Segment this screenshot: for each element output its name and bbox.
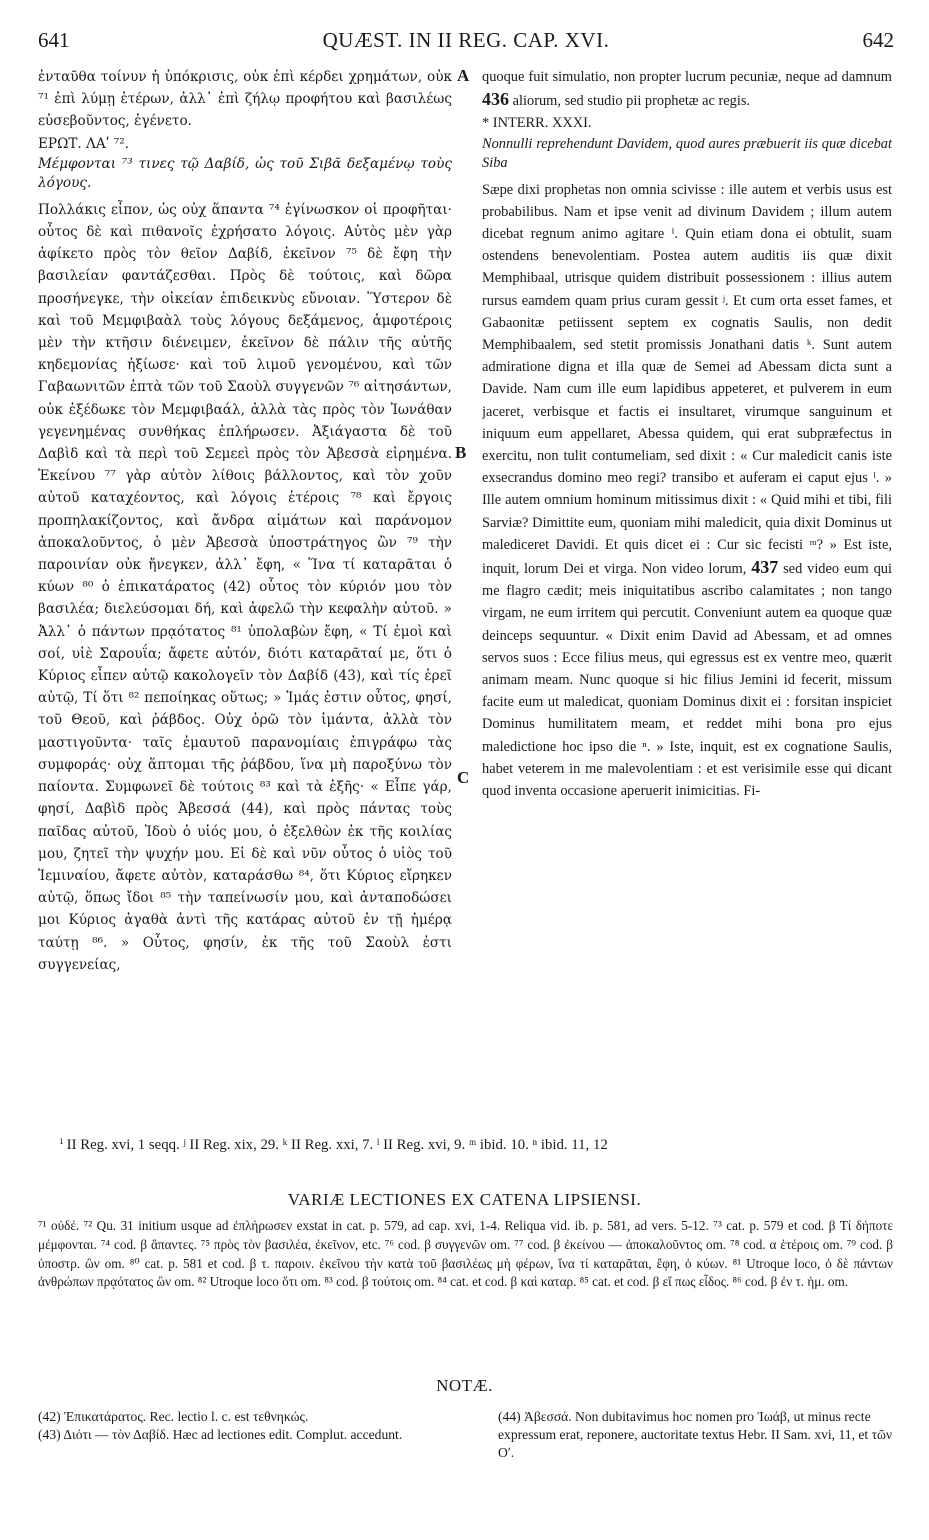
latin-question-heading: * INTERR. XXXI. [482,115,592,132]
margin-letter-b: B [455,443,467,462]
greek-question-subheading: Μέμφονται ⁷³ τινες τῷ Δαβίδ, ὡς τοῦ Σιβᾶ δεξαμένῳ τοὺς λόγους. [38,155,452,191]
page-number-right: 642 [862,28,894,52]
scripture-footnotes: ⁱ II Reg. xvi, 1 seqq. ʲ II Reg. xix, 29. ᵏ II Reg. xxi, 7. ˡ II Reg. xvi, 9. ᵐ ibid. 10. ⁿ ibid. 11, 12 [60,1137,608,1153]
latin-intro [482,66,892,112]
latin-body-part1: Sæpe dixi prophetas non omnia scivisse : ille autem et verbis usus est probabilibus. Nam et ipse venit ad divinum Davidem ; illum autem dicebat regnum animo agitare ⁱ. Quin etiam dona ei obtulit, suam ostendens benevolentiam. Postea autem auditis iis quæ dixit Memphibaal, utrisque quidem distribuit possessionem : illius autem rursus eamdem quam prius curam gessit ʲ. Et cum orta esset fames, et Gabaonitæ petiissent septem ex cognatis Saulis, non dedit Memphibaalem, sed stetit promissis Jonathani datis ᵏ. Sunt autem admiratione digna et illa quæ de Semei ad Abessam dicta sunt a Davide. Nam cum ille eum lapidibus appeteret, et pulverem in eum jaceret, verbisque et factis ei insultaret, virumque sanguinum et iniquum eum appellaret, Abessa quidem, qui erat subpræfectus in exercitu, non tulit contumeliam, sed dixit : « Cur maledicit canis iste exsecrandus domino meo regi? transibo et auferam ei caput ejus ˡ. » Ille autem omnium hominum mitissimus dixit : « Quid mihi et tibi, fili Sarviæ? Dimittite eum, quoniam mihi maledicit, quia dixit Dominus ut malediceret Davidi. Et quis dicet ei : Cur sic fecisti ᵐ? » Est iste, inquit, lorum Dei et virga. Non video lorum, [482,181,892,578]
note-43: (43) Διότι — τὸν Δαβίδ. Hæc ad lectiones edit. Complut. accedunt. [38,1427,403,1442]
variae-title: VARIÆ LECTIONES EX CATENA LIPSIENSI. [287,1190,642,1209]
latin-question-subheading: Nonnulli reprehendunt Davidem, quod aures præbuerit iis quæ dicebat Siba [482,135,892,171]
margin-letter-a: A [457,66,470,85]
note-44: (44) Ἀβεσσά. Non dubitavimus hoc nomen pro Ἰωάβ, ut minus recte expressum erat, reponere, auctoritate textus Hebr. II Sam. xvi, 11, et τῶν Οʹ. [498,1409,893,1460]
latin-body [482,179,892,803]
latin-intro-text: quoque fuit simulatio, non propter lucrum pecuniæ, neque ad damnum [482,69,892,85]
variae-text: ⁷¹ οὐδέ. ⁷² Qu. 31 initium usque ad ἐπλήρωσεν exstat in cat. p. 579, ad cap. xvi, 1-4. Reliqua vid. ib. p. 581, ad vers. 5-12. ⁷³ cat. p. 579 et cod. β Τί δήποτε μέμφονται. ⁷⁴ cod. β ἅπαντες. ⁷⁵ πρὸς τὸν βασιλέα, ἐκεῖνον, etc. ⁷⁶ cod. β συγγενῶν om. ⁷⁷ cod. β ἐκείνου — ἀποκαλοῦντος om. ⁷⁸ cod. α ἑτέροις om. ⁷⁹ cod. β ὑποστρ. ὢν om. ⁸⁰ cat. p. 581 et cod. β τ. παροιν. ἐκεῖνου τὴν κατὰ τοῦ βασιλέως μὴ φέρων, ἵνα τί καταρᾶται, ἔφη, ὁ κύων. ⁸¹ Utroque loco, ὁ δὲ πάντων ἀνθρώπων πρᾳότατος ὢν om. ⁸² Utroque loco ὅτι om. ⁸³ cod. β τούτοις om. ⁸⁴ cat. et cod. β καὶ καταρ. ⁸⁵ cat. et cod. β εἴ πως εἶδος. ⁸⁶ cod. β ἐν τ. ἡμ. om. [38,1218,893,1290]
notae-right-column [498,1408,894,1462]
greek-intro: ἐνταῦθα τοίνυν ἡ ὑπόκρισις, οὐκ ἐπὶ κέρδει χρημάτων, οὐκ ⁷¹ ἐπὶ λύμῃ ἑτέρων, ἀλλ᾽ ἐπὶ ζήλῳ προφήτου καὶ βασιλέως εὐσεβοῦντος, ἐγένετο. [38,69,452,130]
running-title: QUÆST. IN II REG. CAP. XVI. [322,28,610,52]
latin-intro-end: aliorum, sed studio pii prophetæ ac regis. [512,93,751,110]
notae-title: NOTÆ. [436,1376,493,1395]
latin-column [482,66,892,1116]
greek-body: Πολλάκις εἶπον, ὡς οὐχ ἅπαντα ⁷⁴ ἐγίνωσκον οἱ προφῆται· οὗτος δὲ καὶ πιθανοῖς ἐχρήσατο λόγοις. Αὐτὸς μὲν γὰρ ἀφίκετο πρὸς τὸν θεῖον Δαβίδ, ἐκεῖνον ⁷⁵ δὲ ἔφη τὴν βασιλείαν φαντάζεσθαι. Πρὸς δὲ τούτοις, καὶ δῶρα προσήνεγκε, τὴν οἰκείαν ἐπιδεικνὺς εὔνοιαν. Ὕστερον δὲ καὶ τοῦ Μεμφιβαὰλ τοὺς λόγους δεξάμενος, ἀμφοτέροις μὲν τὴν κτῆσιν διένειμεν, ἐκεῖνον δὲ πάλιν τῆς αὐτῆς κηδεμονίας ἠξίωσε· καὶ τοῦ λιμοῦ γενομένου, καὶ τῶν Γαβαωνιτῶν ἑπτὰ τῶν τοῦ Σαοὺλ συγγενῶν ⁷⁶ αἰτησάντων, οὐκ ἐξέδωκε τὸν Μεμφιβαάλ, ἀλλὰ τὰς πρὸς τὸν Ἰωνάθαν γεγενημένας συνθήκας ἐπλήρωσεν. Ἀξιάγαστα δὲ τοῦ Δαβὶδ καὶ τὰ περὶ τοῦ Σεμεεὶ πρὸς τὸν Ἀβεσσὰ εἰρημένα. Ἐκείνου ⁷⁷ γὰρ αὐτὸν λίθοις βάλλοντος, καὶ τὸν χοῦν αὐτοῦ καταχέοντος, καὶ λόγοις ἑτέροις ⁷⁸ καὶ ἔργοις προπηλακίζοντος, καὶ ἄνδρα αἱμάτων καὶ παράνομον ἀποκαλοῦντος, ὁ μὲν Ἀβεσσὰ ὑποστράτηγος ὢν ⁷⁹ τὴν παροινίαν οὐκ ἤνεγκεν, ἀλλ᾽ ἔφη, « Ἵνα τί καταρᾶται ὁ κύων ⁸⁰ ὁ ἐπικατάρατος (42) οὗτος τὸν κύριόν μου τὸν βασιλέα; διελεύσομαι δή, καὶ ἀφελῶ τὴν κεφαλὴν αὐτοῦ. » Ἀλλ᾽ ὁ πάντων πρᾳότατος ⁸¹ ὑπολαβὼν ἔφη, « Τί ἐμοὶ καὶ σοί, υἱὲ Σαρουΐα; ἄφετε αὐτόν, διότι καταρᾶταί με, ὅτι ὁ Κύριος εἶπεν αὐτῷ κακολογεῖν τὸν Δαβίδ (43), καὶ τίς ἐρεῖ αὐτῷ, Τί ὅτι ⁸² πεποίηκας οὕτως; » Ἱμάς ἐστιν οὗτος, φησί, τοῦ Θεοῦ, καὶ ῥάβδος. Οὐχ ὁρῶ τὸν ἱμάντα, ἀλλὰ τὸν μαστιγοῦντα· ταῖς ἐμαυτοῦ παρανομίαις ἐπιγράφω τὰς συμφοράς· οὐχ ἅπτομαι τῆς ῥάβδου, ἵνα μὴ παροξύνω τὸν παίοντα. Συμφωνεῖ δὲ τούτοις ⁸³ καὶ τὰ ἑξῆς· « Εἶπε γάρ, φησί, Δαβὶδ πρὸς Ἀβεσσά (44), καὶ πρὸς πάντας τοὺς παῖδας αὐτοῦ, Ἰδοὺ ὁ υἱός μου, ὁ ἐξελθὼν ἐκ τῆς κοιλίας μου, ζητεῖ τὴν ψυχήν μου. Εἰ δὲ καὶ νῦν οὗτος ὁ υἱὸς τοῦ Ἰεμιναίου, ἄφετε αὐτὸν, καταράσθω ⁸⁴, ὅτι Κύριος εἴρηκεν αὐτῷ, ὅπως ἴδοι ⁸⁵ τὴν ταπείνωσίν μου, καὶ ἀνταποδώσει μοι Κύριος ἀγαθὰ ἀντὶ τῆς κατάρας αὐτοῦ ἐν τῇ ἡμέρᾳ ταύτῃ ⁸⁶. » Οὗτος, φησίν, ἐκ τῆς τοῦ Σαοὺλ ἐστι συγγενείας, [38,201,452,973]
note-42: (42) Ἐπικατάρατος. Rec. lectio l. c. est τεθνηκώς. [38,1409,309,1424]
notae-left-column [38,1408,456,1444]
variae-lectiones [38,1217,893,1292]
margin-letter-c: C [457,768,470,787]
greek-column [38,66,452,1116]
column-number-436: 436 [482,89,509,110]
greek-question-heading: ΕΡΩΤ. ΛΑʹ ⁷². [38,135,130,152]
page-number-left: 641 [38,28,70,52]
latin-body-part2: sed video eum qui me flagro cædit; meis iniquitatibus ascribo calamitates ; non tango virgam, ne eum irritem qui percutit. Conveniunt autem ea quoque quæ deinceps sequuntur. « Dixit enim David ad Abessam, et ad omnes servos suos : Ecce filius meus, qui egressus est ex ventre meo, quærit animam meam. Nunc quoque si hic filius Jemini id fecerit, missum facite eum ut maledicat, quoniam Dominus dixit ei : forsitan inspiciet Dominus humilitatem meam, et reddet mihi bona pro ejus maledictione hoc ipso die ⁿ. » Iste, inquit, est ex cognatione Saulis, habet veterem in me malevolentiam : et est verisimile esse qui dicant quod inventa occasione aperuerit inimicitias. Fi- [482,561,892,800]
column-number-437: 437 [751,557,779,578]
running-header [38,28,894,58]
